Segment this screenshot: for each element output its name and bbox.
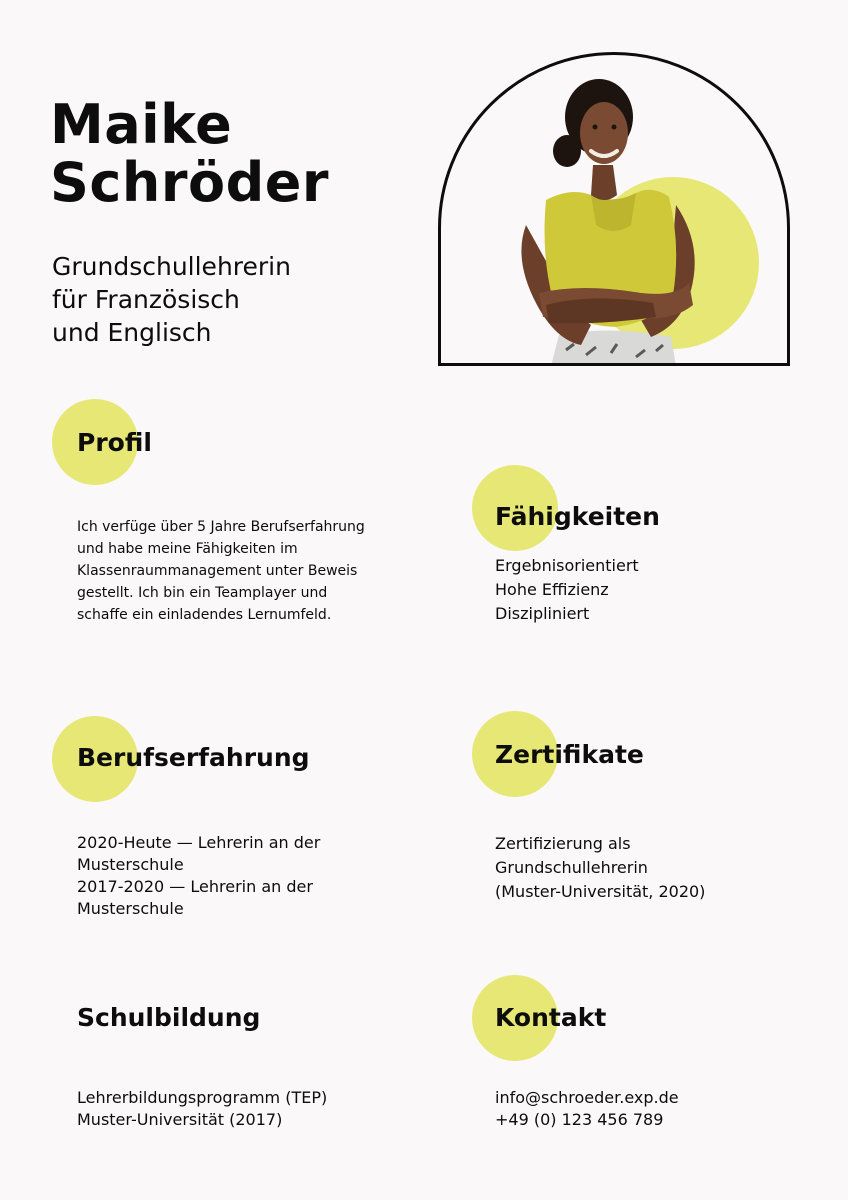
job-title-line: und Englisch xyxy=(52,318,212,347)
skill-item: Hohe Effizienz xyxy=(495,580,609,599)
section-heading-profil: Profil xyxy=(77,428,152,457)
contact-email[interactable]: info@schroeder.exp.de xyxy=(495,1088,679,1107)
job-title-line: Grundschullehrerin xyxy=(52,252,291,281)
profil-line: Klassenraummanagement unter Beweis xyxy=(77,563,358,579)
experience-line: 2017-2020 — Lehrerin an der xyxy=(77,877,313,896)
section-heading-faehigkeiten: Fähigkeiten xyxy=(495,502,660,531)
education-text xyxy=(77,1087,327,1131)
section-heading-berufserfahrung: Berufserfahrung xyxy=(77,743,310,772)
experience-text xyxy=(77,832,320,920)
experience-line: 2020-Heute — Lehrerin an der xyxy=(77,833,321,852)
section-heading-zertifikate: Zertifikate xyxy=(495,740,644,769)
contact-text xyxy=(495,1087,679,1131)
job-title xyxy=(52,250,291,349)
name-title xyxy=(50,93,329,214)
skill-item: Ergebnisorientiert xyxy=(495,556,639,575)
certificate-line: Grundschullehrerin xyxy=(495,858,648,877)
profil-line: schaffe ein einladendes Lernumfeld. xyxy=(77,607,332,623)
education-line: Lehrerbildungsprogramm (TEP) xyxy=(77,1088,328,1107)
first-name: Maike xyxy=(50,93,233,156)
certificate-line: Zertifizierung als xyxy=(495,834,631,853)
profil-line: und habe meine Fähigkeiten im xyxy=(77,541,298,557)
last-name: Schröder xyxy=(50,151,329,214)
certificates-text xyxy=(495,832,705,904)
portrait-photo-icon xyxy=(441,55,787,366)
certificate-line: (Muster-Universität, 2020) xyxy=(495,882,706,901)
skills-list xyxy=(495,554,639,626)
education-line: Muster-Universität (2017) xyxy=(77,1110,283,1129)
photo-frame xyxy=(438,52,790,366)
skill-item: Diszipliniert xyxy=(495,604,590,623)
experience-line: Musterschule xyxy=(77,899,184,918)
section-heading-schulbildung: Schulbildung xyxy=(77,1003,261,1032)
profil-text xyxy=(77,516,365,626)
section-heading-kontakt: Kontakt xyxy=(495,1003,607,1032)
job-title-line: für Französisch xyxy=(52,285,240,314)
contact-phone[interactable]: +49 (0) 123 456 789 xyxy=(495,1110,664,1129)
profil-line: Ich verfüge über 5 Jahre Berufserfahrung xyxy=(77,519,365,535)
profil-line: gestellt. Ich bin ein Teamplayer und xyxy=(77,585,328,601)
experience-line: Musterschule xyxy=(77,855,184,874)
